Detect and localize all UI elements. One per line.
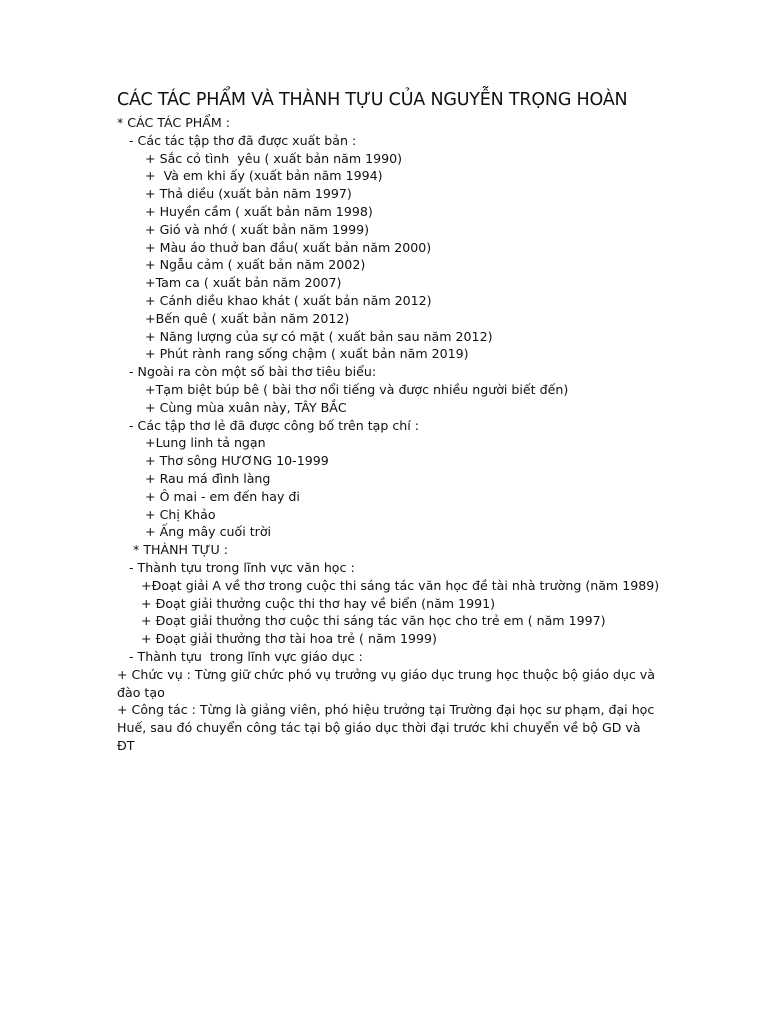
section-heading-works: * CÁC TÁC PHẨM : [117, 115, 230, 130]
list-item: + Đoạt giải thưởng thơ tài hoa trẻ ( năm 1999) [117, 631, 437, 647]
list-item: +Bến quê ( xuất bản năm 2012) [117, 310, 350, 326]
list-item: + Chị Khảo [117, 506, 216, 522]
subheading-notable-poems: - Ngoài ra còn một số bài thơ tiêu biểu: [117, 364, 377, 380]
subheading-education-achievements: - Thành tựu trong lĩnh vực giáo dục : [117, 648, 363, 664]
list-item: +Lung linh tả ngạn [117, 435, 266, 451]
list-item: + Ấng mây cuối trời [117, 524, 272, 540]
list-item: +Tam ca ( xuất bản năm 2007) [117, 275, 342, 291]
list-item: + Đoạt giải thưởng thơ cuộc thi sáng tác văn học cho trẻ em ( năm 1997) [117, 613, 606, 629]
list-item: + Phút rành rang sống chậm ( xuất bản năm 2019) [117, 346, 469, 362]
list-item: + Thả diều (xuất bản năm 1997) [117, 186, 352, 202]
list-item-position: + Chức vụ : Từng giữ chức phó vụ trưởng vụ giáo dục trung học thuộc bộ giáo dục và đào tạo [117, 666, 655, 700]
section-heading-achievements: * THÀNH TỰU : [117, 542, 228, 558]
document-title: CÁC TÁC PHẨM VÀ THÀNH TỰU CỦA NGUYỄN TRỌNG HOÀN [117, 90, 628, 110]
list-item: + Màu áo thuở ban đầu( xuất bản năm 2000) [117, 239, 432, 255]
list-item: + Thơ sông HƯƠNG 10-1999 [117, 453, 329, 469]
list-item: + Rau má đình làng [117, 470, 271, 486]
list-item: + Sắc cỏ tình yêu ( xuất bản năm 1990) [117, 150, 403, 166]
subheading-published-collections: - Các tác tập thơ đã được xuất bản : [117, 132, 357, 148]
list-item: +Tạm biệt búp bê ( bài thơ nổi tiếng và được nhiều người biết đến) [117, 381, 569, 397]
list-item: + Ô mai - em đến hay đi [117, 488, 300, 504]
list-item: + Ngẫu cảm ( xuất bản năm 2002) [117, 257, 366, 273]
list-item: + Và em khi ấy (xuất bản năm 1994) [117, 168, 383, 184]
list-item: + Năng lượng của sự có mặt ( xuất bản sau năm 2012) [117, 328, 493, 344]
list-item: + Huyền cầm ( xuất bản năm 1998) [117, 203, 373, 219]
document-page [117, 88, 660, 755]
list-item-career: + Công tác : Từng là giảng viên, phó hiệu trưởng tại Trường đại học sư phạm, đại học Huế, sau đó chuyển công tác tại bộ giáo dục thời đại trước khi chuyển về bộ GD và ĐT [117, 702, 655, 753]
list-item: + Gió và nhớ ( xuất bản năm 1999) [117, 221, 370, 237]
subheading-literature-achievements: - Thành tựu trong lĩnh vực văn học : [117, 559, 355, 575]
subheading-magazine-poems: - Các tập thơ lẻ đã được công bố trên tạp chí : [117, 417, 420, 433]
list-item: + Đoạt giải thưởng cuộc thi thơ hay về biển (năm 1991) [117, 595, 496, 611]
list-item: + Cùng mùa xuân này, TÂY BẮC [117, 399, 347, 415]
list-item: + Cánh diều khao khát ( xuất bản năm 2012) [117, 292, 432, 308]
list-item: +Đoạt giải A về thơ trong cuộc thi sáng tác văn học đề tài nhà trường (năm 1989) [117, 577, 660, 593]
